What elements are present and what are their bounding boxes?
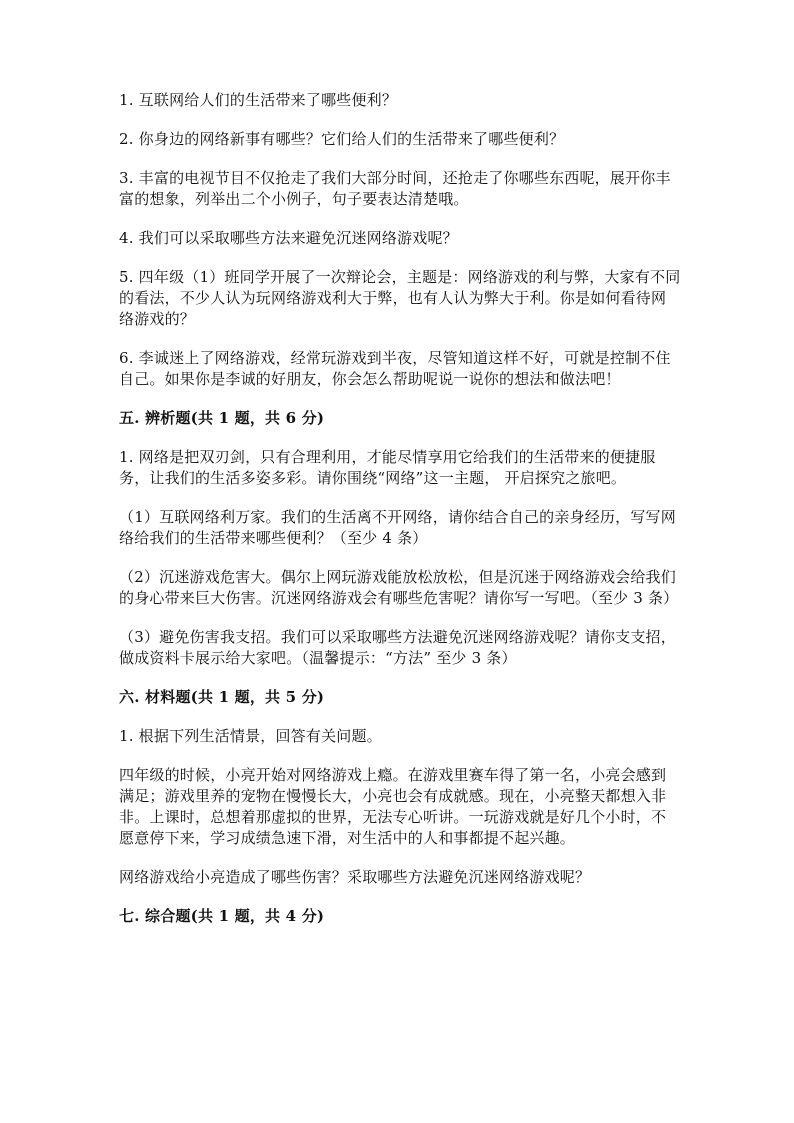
- section-5-sub-1: （1）互联网络利万家。我们的生活离不开网络，请你结合自己的亲身经历，写写网络给我们的生活带来哪些便利？（至少 4 条）: [119, 508, 676, 547]
- section-6-question: 1. 根据下列生活情景，回答有关问题。: [119, 727, 382, 745]
- section-5-sub-3: （3）避免伤害我支招。我们可以采取哪些方法避免沉迷网络游戏呢？请你支支招，做成资料卡展示给大家吧。（温馨提示：“方法” 至少 3 条）: [119, 628, 676, 667]
- section-6-material: 四年级的时候，小亮开始对网络游戏上瘾。在游戏里赛车得了第一名，小亮会感到满足；游戏里养的宠物在慢慢长大，小亮也会有成就感。现在，小亮整天都想入非非。上课时，总想着那虚拟的世界，无法专心听讲。一玩游戏就是好几个小时，不愿意停下来，学习成绩急速下滑，对生活中的人和事都提不起兴趣。: [119, 766, 667, 847]
- question-5: 5. 四年级（1）班同学开展了一次辩论会，主题是：网络游戏的利与弊，大家有不同的看法，不少人认为玩网络游戏利大于弊，也有人认为弊大于利。你是如何看待网络游戏的？: [119, 268, 681, 328]
- question-6: 6. 李诚迷上了网络游戏，经常玩游戏到半夜，尽管知道这样不好，可就是控制不住自己。如果你是李诚的好朋友，你会怎么帮助呢说一说你的想法和做法吧！: [119, 349, 671, 388]
- section-5-heading: 五. 辨析题(共 1 题，共 6 分): [119, 409, 325, 427]
- section-6-heading: 六. 材料题(共 1 题，共 5 分): [119, 688, 325, 706]
- section-5-sub-2: （2）沉迷游戏危害大。偶尔上网玩游戏能放松放松，但是沉迷于网络游戏会给我们的身心带来巨大伤害。沉迷网络游戏会有哪些危害呢？请你写一写吧。（至少 3 条）: [119, 568, 679, 607]
- section-6-prompt: 网络游戏给小亮造成了哪些伤害？采取哪些方法避免沉迷网络游戏呢？: [119, 868, 591, 886]
- exam-page: [119, 90, 681, 945]
- question-2: 2. 你身边的网络新事有哪些？它们给人们的生活带来了哪些便利？: [119, 130, 565, 148]
- question-1: 1. 互联网给人们的生活带来了哪些便利？: [119, 91, 398, 109]
- section-5-question: 1. 网络是把双刃剑，只有合理利用，才能尽情享用它给我们的生活带来的便捷服务，让我们的生活多姿多彩。请你围绕“网络”这一主题， 开启探究之旅吧。: [119, 448, 656, 487]
- question-4: 4. 我们可以采取哪些方法来避免沉迷网络游戏呢？: [119, 229, 458, 247]
- question-3: 3. 丰富的电视节目不仅抢走了我们大部分时间，还抢走了你哪些东西呢，展开你丰富的想象，列举出二个小例子，句子要表达清楚哦。: [119, 169, 671, 208]
- section-7-heading: 七. 综合题(共 1 题，共 4 分): [119, 907, 325, 925]
